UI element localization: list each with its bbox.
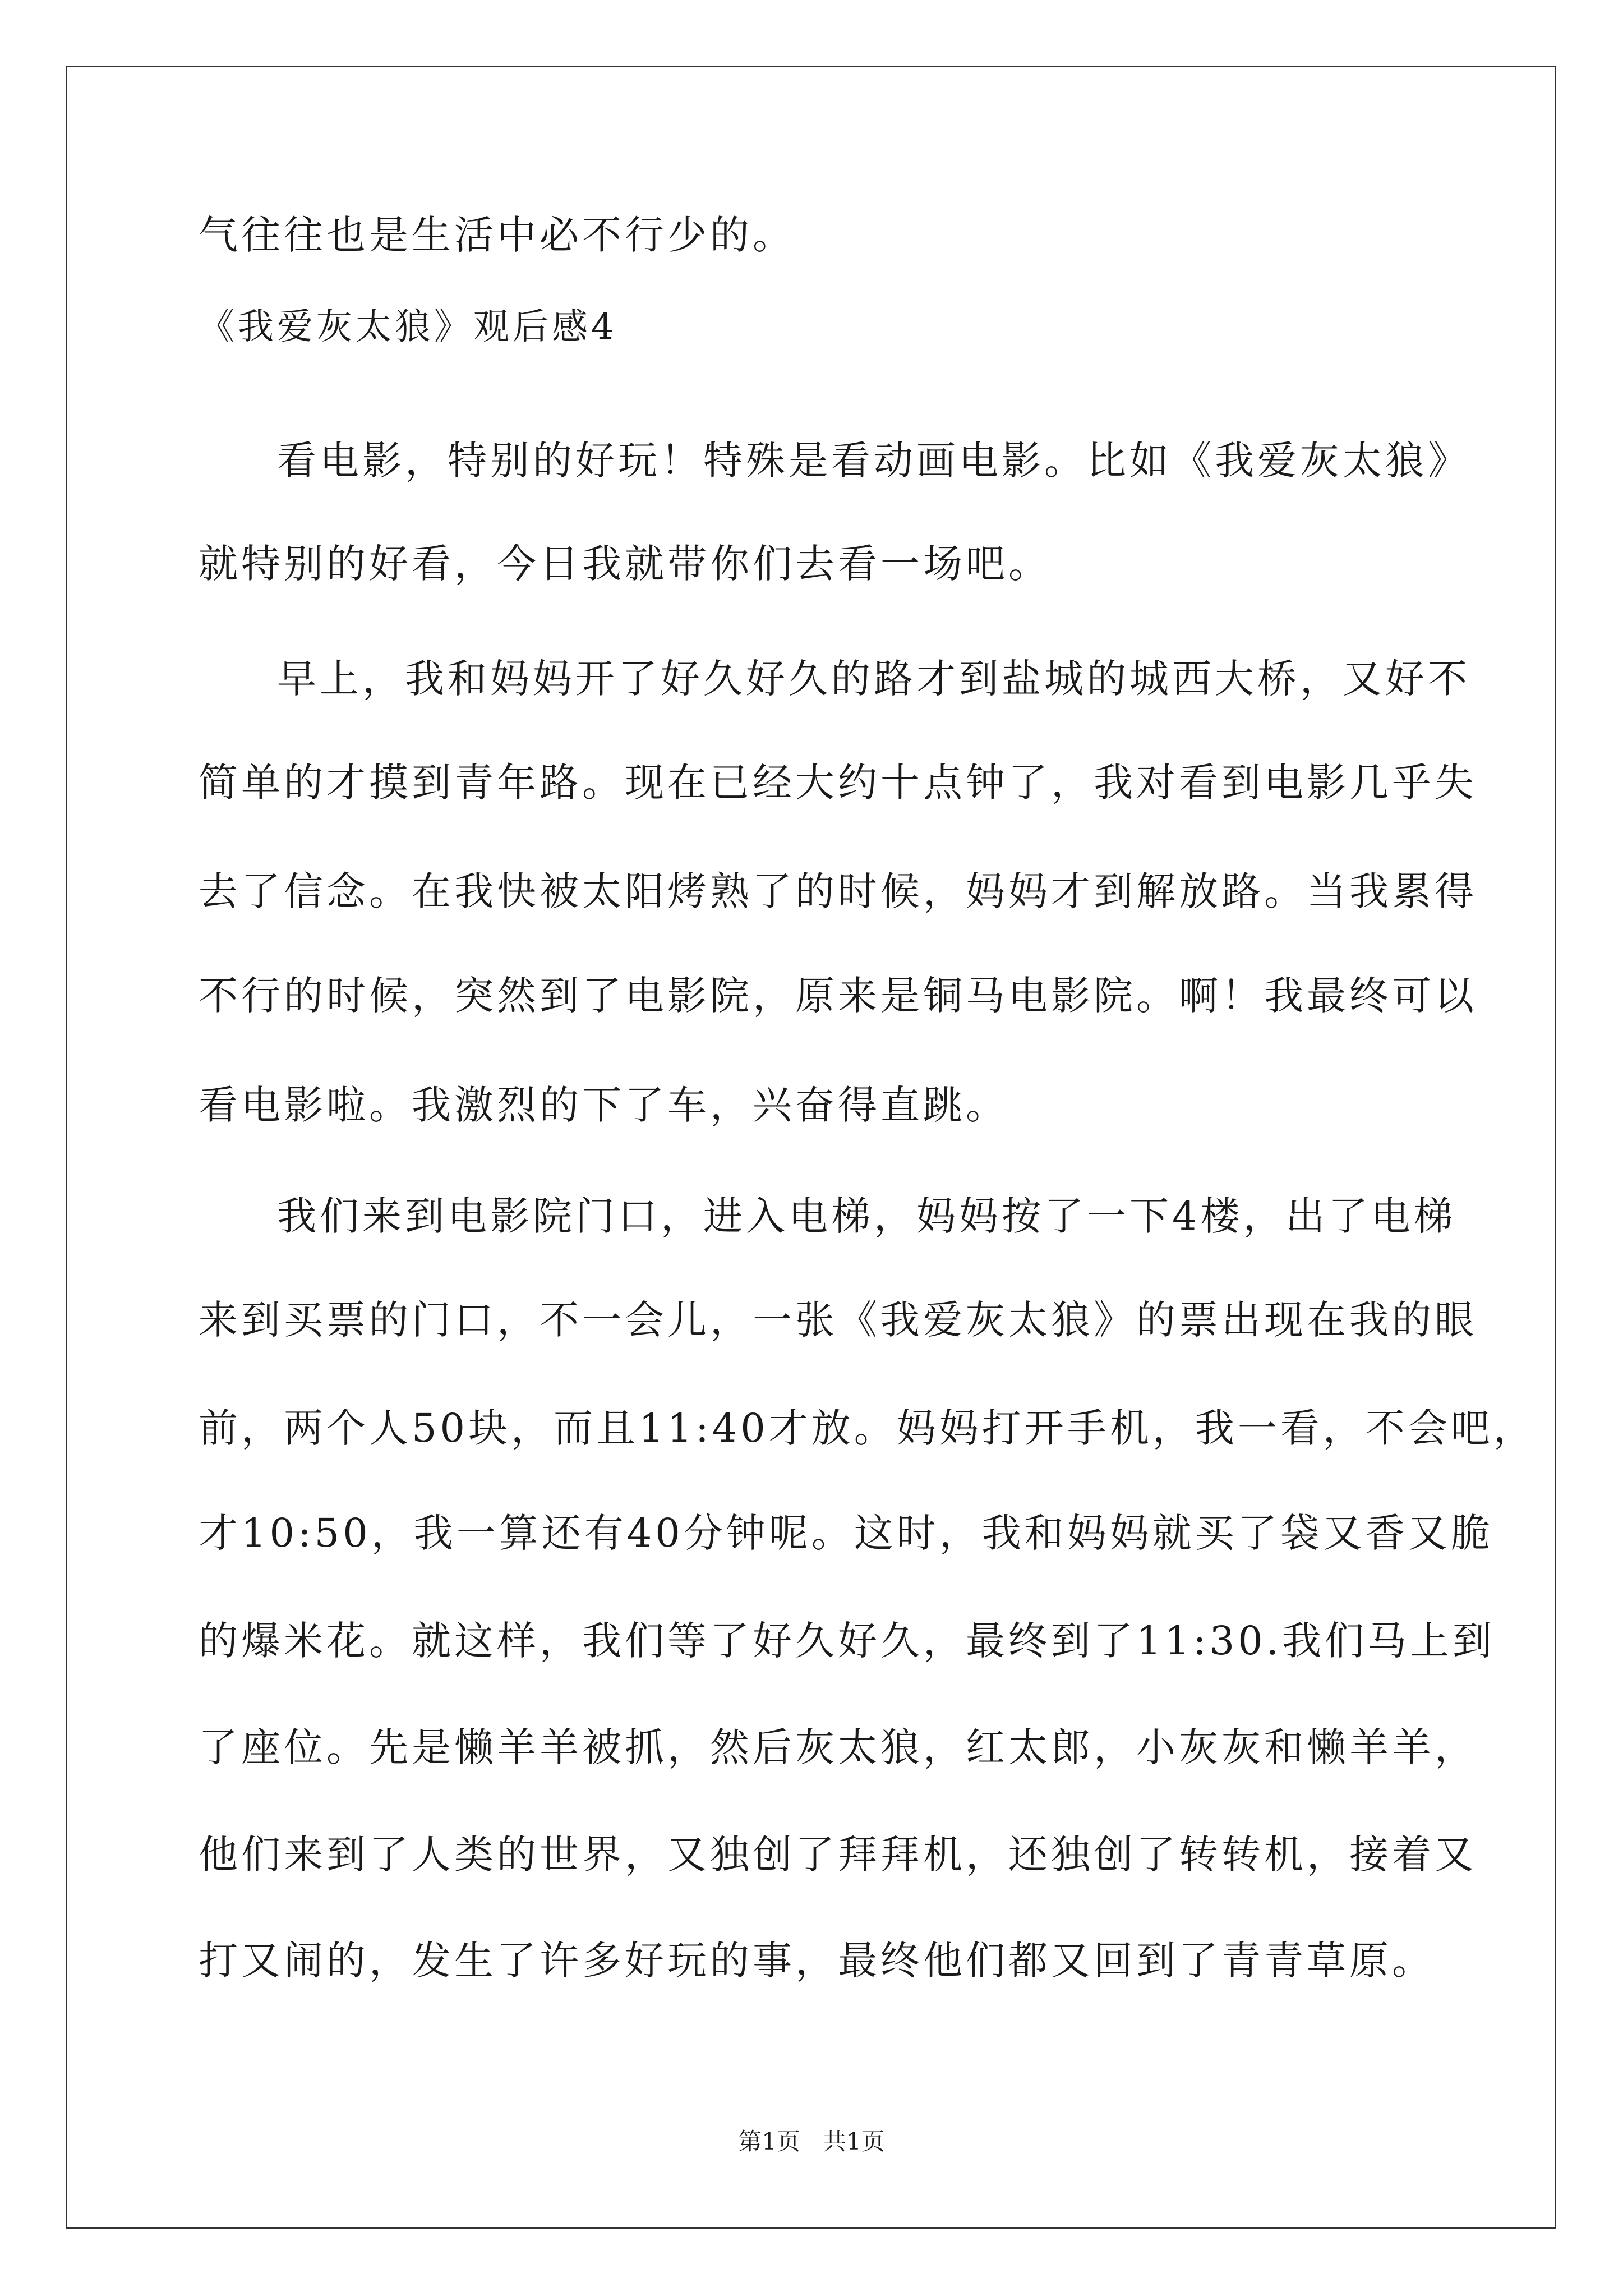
page-border [66,66,1556,2229]
text-line: 看电影，特别的好玩！特殊是看动画电影。比如《我爱灰太狼》 [277,438,1470,484]
text-line: 就特别的好看，今日我就带你们去看一场吧。 [199,541,1051,587]
text-line: 才10:50，我一算还有40分钟呢。这时，我和妈妈就买了袋又香又脆 [199,1510,1493,1556]
text-line: 看电影啦。我激烈的下了车，兴奋得直跳。 [199,1082,1008,1128]
text-line: 我们来到电影院门口，进入电梯，妈妈按了一下4楼，出了电梯 [277,1193,1456,1239]
text-line: 去了信念。在我快被太阳烤熟了的时候，妈妈才到解放路。当我累得 [199,868,1477,914]
text-line: 气往往也是生活中必不行少的。 [199,212,795,258]
text-line: 来到买票的门口，不一会儿，一张《我爱灰太狼》的票出现在我的眼 [199,1297,1477,1343]
text-line: 简单的才摸到青年路。现在已经大约十点钟了，我对看到电影几乎失 [199,760,1477,806]
text-line: 他们来到了人类的世界，又独创了拜拜机，还独创了转转机，接着又 [199,1832,1477,1878]
text-line: 打又闹的，发生了许多好玩的事，最终他们都又回到了青青草原。 [199,1938,1435,1984]
text-line: 前，两个人50块，而且11:40才放。妈妈打开手机，我一看，不会吧， [199,1405,1536,1451]
text-line: 不行的时候，突然到了电影院，原来是铜马电影院。啊！我最终可以 [199,973,1477,1019]
text-line: 了座位。先是懒羊羊被抓，然后灰太狼，红太郎，小灰灰和懒羊羊， [199,1724,1477,1770]
text-line: 早上，我和妈妈开了好久好久的路才到盐城的城西大桥，又好不 [277,656,1470,702]
section-heading: 《我爱灰太狼》观后感4 [199,306,617,348]
text-line: 的爆米花。就这样，我们等了好久好久，最终到了11:30.我们马上到 [199,1618,1495,1664]
page-number: 第1页 共1页 [738,2128,885,2155]
